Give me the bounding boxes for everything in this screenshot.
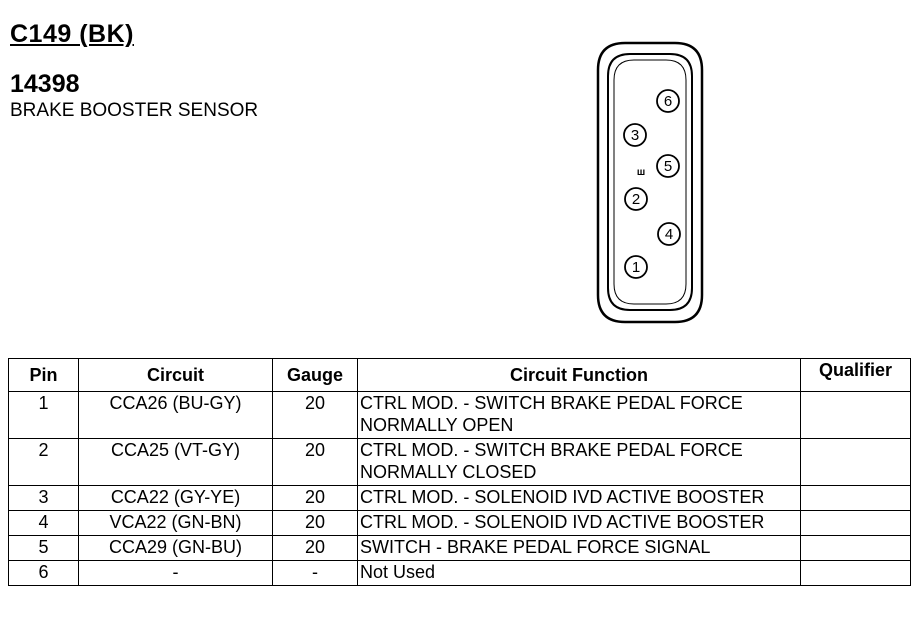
qualifier-cell [801,392,911,439]
connector-id-title: C149 (BK) [10,20,134,48]
qualifier-cell [801,511,911,536]
circuit-cell: VCA22 (GN-BN) [79,511,273,536]
pin-cell: 5 [9,536,79,561]
connector-face-diagram [590,40,710,325]
qualifier-cell [801,486,911,511]
circuit-cell: CCA26 (BU-GY) [79,392,273,439]
svg-text:4: 4 [664,226,674,243]
gauge-cell: 20 [273,486,358,511]
pin-1 [625,256,647,278]
column-header-pin: Pin [9,359,79,392]
pin-5 [657,155,679,177]
pin-cell: 1 [9,392,79,439]
table-row [9,392,911,439]
circuit-cell: CCA29 (GN-BU) [79,536,273,561]
qualifier-cell [801,439,911,486]
pin-cell: 2 [9,439,79,486]
svg-text:3: 3 [630,127,640,144]
gauge-cell: 20 [273,439,358,486]
function-cell: Not Used [358,561,801,586]
part-number: 14398 [10,70,80,98]
pin-cell: 4 [9,511,79,536]
function-line: NORMALLY CLOSED [360,462,537,482]
circuit-cell: CCA25 (VT-GY) [79,439,273,486]
circuit-cell: - [79,561,273,586]
circuit-cell: CCA22 (GY-YE) [79,486,273,511]
function-cell [358,392,801,439]
column-header-circuit: Circuit [79,359,273,392]
table-header-row [9,359,911,392]
column-header-qualifier: Qualifier [801,359,911,392]
function-cell: SWITCH - BRAKE PEDAL FORCE SIGNAL [358,536,801,561]
svg-text:6: 6 [663,93,673,110]
qualifier-cell [801,561,911,586]
table-row [9,536,911,561]
pin-cell: 3 [9,486,79,511]
svg-text:5: 5 [663,158,673,175]
function-line: CTRL MOD. - SWITCH BRAKE PEDAL FORCE [360,393,743,413]
gauge-cell: 20 [273,392,358,439]
pin-2 [625,188,647,210]
gauge-cell: - [273,561,358,586]
function-cell: CTRL MOD. - SOLENOID IVD ACTIVE BOOSTER [358,486,801,511]
function-line: NORMALLY OPEN [360,415,514,435]
table-row [9,486,911,511]
gauge-cell: 20 [273,511,358,536]
table-row [9,511,911,536]
svg-text:1: 1 [631,259,641,276]
gauge-cell: 20 [273,536,358,561]
function-line: CTRL MOD. - SWITCH BRAKE PEDAL FORCE [360,440,743,460]
pin-cell: 6 [9,561,79,586]
table-row [9,561,911,586]
column-header-circuit-function: Circuit Function [358,359,801,392]
column-header-gauge: Gauge [273,359,358,392]
pin-3 [624,124,646,146]
table-row [9,439,911,486]
pin-6 [657,90,679,112]
pinout-table [8,358,911,586]
qualifier-cell [801,536,911,561]
function-cell: CTRL MOD. - SOLENOID IVD ACTIVE BOOSTER [358,511,801,536]
component-description: BRAKE BOOSTER SENSOR [10,100,259,121]
connector-inner-shell [608,54,692,310]
function-cell [358,439,801,486]
pin-4 [658,223,680,245]
keying-mark: ш [636,167,646,178]
svg-text:2: 2 [631,191,641,208]
